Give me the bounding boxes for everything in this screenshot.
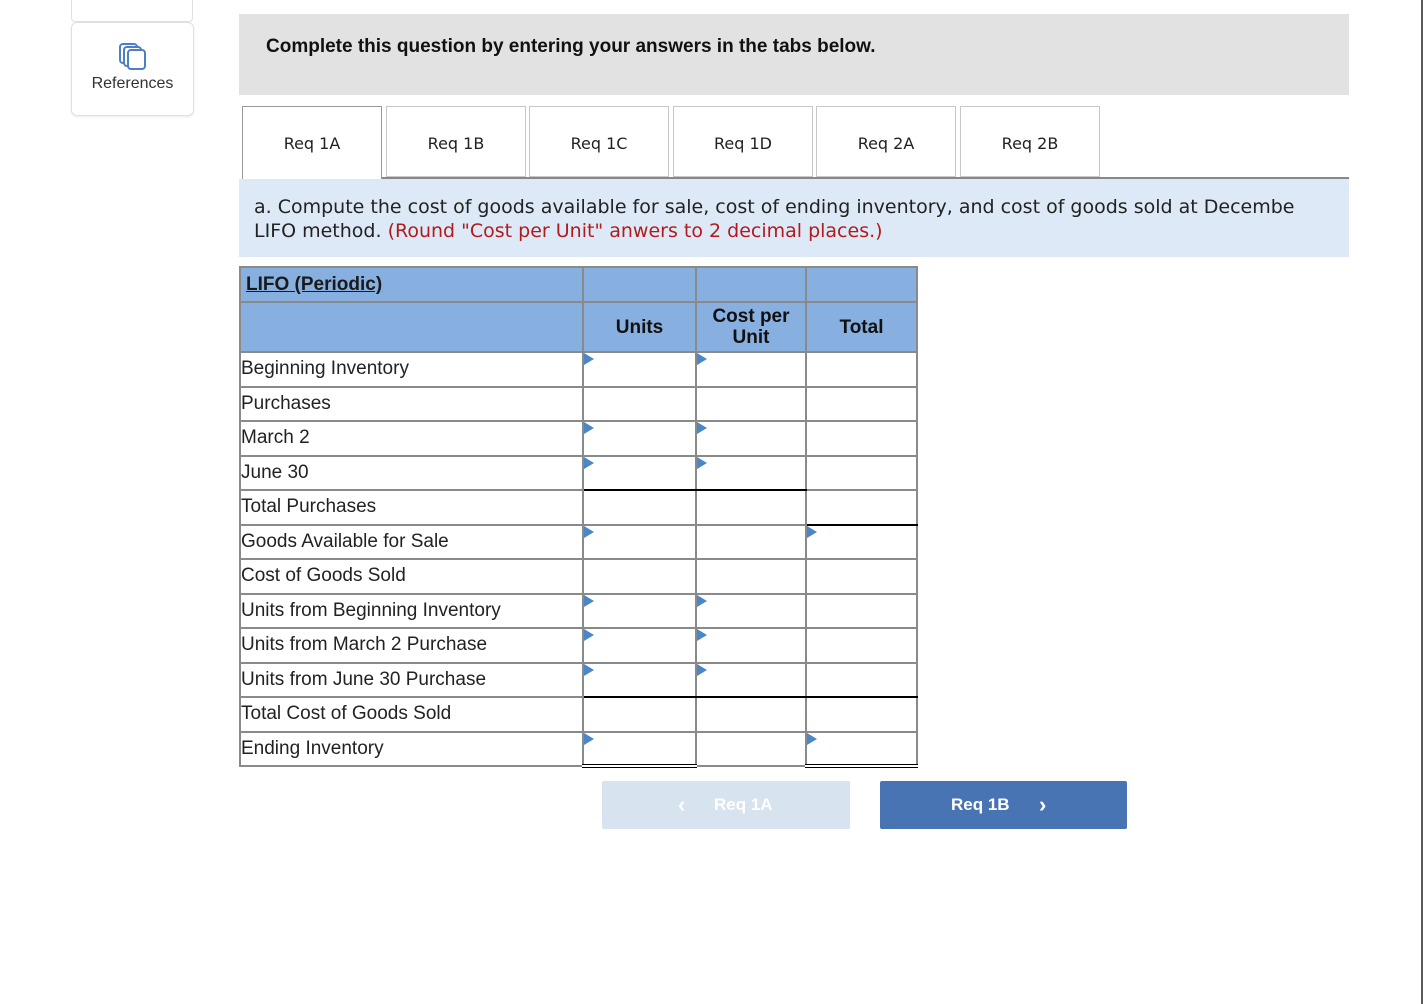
row-label: Units from March 2 Purchase (240, 628, 583, 663)
prev-req-label: Req 1A (714, 795, 773, 814)
copy-icon (117, 41, 147, 71)
tab-req-1c[interactable]: Req 1C (529, 106, 669, 177)
cost-per-unit-input[interactable] (696, 732, 806, 767)
total-input[interactable] (806, 697, 917, 732)
units-input[interactable] (583, 628, 696, 663)
question-line-1: a. Compute the cost of goods available for sale, cost of ending inventory, and cost of goods sold at Decembe (254, 196, 1295, 218)
dropdown-marker-icon (697, 595, 707, 607)
header-total: Total (806, 302, 917, 352)
table-row (240, 490, 917, 525)
dropdown-marker-icon (697, 664, 707, 676)
reference-panel-top (71, 0, 193, 22)
chevron-right-icon: › (1039, 792, 1047, 817)
instruction-banner (239, 14, 1349, 95)
units-input[interactable] (583, 594, 696, 629)
dropdown-marker-icon (697, 629, 707, 641)
question-line-2: LIFO method. (254, 220, 382, 242)
dropdown-marker-icon (584, 595, 594, 607)
question-box (239, 179, 1349, 257)
cost-per-unit-input[interactable] (696, 525, 806, 560)
dropdown-marker-icon (807, 526, 817, 538)
row-label: Total Purchases (240, 490, 583, 525)
cost-per-unit-input[interactable] (696, 387, 806, 422)
cost-per-unit-input[interactable] (696, 456, 806, 491)
cost-per-unit-input[interactable] (696, 594, 806, 629)
table-row (240, 559, 917, 594)
header-cost-line-2: Unit (732, 327, 770, 348)
table-row (240, 456, 917, 491)
dropdown-marker-icon (584, 422, 594, 434)
dropdown-marker-icon (584, 733, 594, 745)
window-edge (1421, 0, 1423, 1004)
chevron-left-icon: ‹ (678, 792, 686, 817)
units-input[interactable] (583, 525, 696, 560)
header-cost-line-1: Cost per (712, 306, 790, 327)
dropdown-marker-icon (584, 353, 594, 365)
total-input[interactable] (806, 456, 917, 491)
dropdown-marker-icon (584, 457, 594, 469)
table-row (240, 352, 917, 387)
row-label: Beginning Inventory (240, 352, 583, 387)
dropdown-marker-icon (584, 526, 594, 538)
row-label: Units from Beginning Inventory (240, 594, 583, 629)
total-input[interactable] (806, 421, 917, 456)
row-label: Ending Inventory (240, 732, 583, 767)
cost-per-unit-input[interactable] (696, 559, 806, 594)
next-req-label: Req 1B (951, 795, 1010, 814)
table-row (240, 697, 917, 732)
table-row (240, 628, 917, 663)
dropdown-marker-icon (807, 733, 817, 745)
row-label: March 2 (240, 421, 583, 456)
row-label: Total Cost of Goods Sold (240, 697, 583, 732)
table-title-cell (240, 267, 583, 302)
units-input[interactable] (583, 697, 696, 732)
header-cost-per-unit (696, 302, 806, 352)
tab-req-2a[interactable]: Req 2A (816, 106, 956, 177)
rounding-note: (Round "Cost per Unit" anwers to 2 decimal places.) (387, 220, 883, 242)
table-row (240, 387, 917, 422)
row-label: June 30 (240, 456, 583, 491)
row-label: Purchases (240, 387, 583, 422)
dropdown-marker-icon (584, 629, 594, 641)
cost-per-unit-input[interactable] (696, 352, 806, 387)
table-row (240, 732, 917, 767)
units-input[interactable] (583, 421, 696, 456)
dropdown-marker-icon (584, 664, 594, 676)
tab-req-1b[interactable]: Req 1B (386, 106, 526, 177)
total-input[interactable] (806, 525, 917, 560)
row-label: Goods Available for Sale (240, 525, 583, 560)
next-req-button[interactable] (880, 781, 1127, 829)
cost-per-unit-input[interactable] (696, 628, 806, 663)
units-input[interactable] (583, 456, 696, 491)
cost-per-unit-input[interactable] (696, 421, 806, 456)
cost-per-unit-input[interactable] (696, 663, 806, 698)
instruction-text: Complete this question by entering your answers in the tabs below. (266, 36, 876, 57)
table-title: LIFO (Periodic) (246, 274, 383, 295)
total-input[interactable] (806, 628, 917, 663)
question-text (254, 195, 1294, 243)
cost-per-unit-input[interactable] (696, 697, 806, 732)
tab-req-1d[interactable]: Req 1D (673, 106, 813, 177)
cost-per-unit-input[interactable] (696, 490, 806, 525)
header-units: Units (583, 302, 696, 352)
units-input[interactable] (583, 387, 696, 422)
table-row (240, 594, 917, 629)
table-row (240, 421, 917, 456)
dropdown-marker-icon (697, 422, 707, 434)
total-input[interactable] (806, 490, 917, 525)
dropdown-marker-icon (697, 457, 707, 469)
total-input[interactable] (806, 559, 917, 594)
total-input[interactable] (806, 352, 917, 387)
prev-req-button[interactable] (602, 781, 850, 829)
dropdown-marker-icon (697, 353, 707, 365)
table-row (240, 525, 917, 560)
units-input[interactable] (583, 352, 696, 387)
row-label: Cost of Goods Sold (240, 559, 583, 594)
row-label: Units from June 30 Purchase (240, 663, 583, 698)
lifo-periodic-table (239, 266, 918, 768)
total-input[interactable] (806, 594, 917, 629)
table-row (240, 663, 917, 698)
units-input[interactable] (583, 663, 696, 698)
references-button[interactable] (71, 22, 194, 116)
total-input[interactable] (806, 663, 917, 698)
units-input[interactable] (583, 559, 696, 594)
units-input[interactable] (583, 490, 696, 525)
units-input[interactable] (583, 732, 696, 767)
references-label: References (91, 75, 174, 92)
total-input[interactable] (806, 732, 917, 767)
tab-req-2b[interactable]: Req 2B (960, 106, 1100, 177)
tab-req-1a[interactable]: Req 1A (242, 106, 382, 180)
total-input[interactable] (806, 387, 917, 422)
